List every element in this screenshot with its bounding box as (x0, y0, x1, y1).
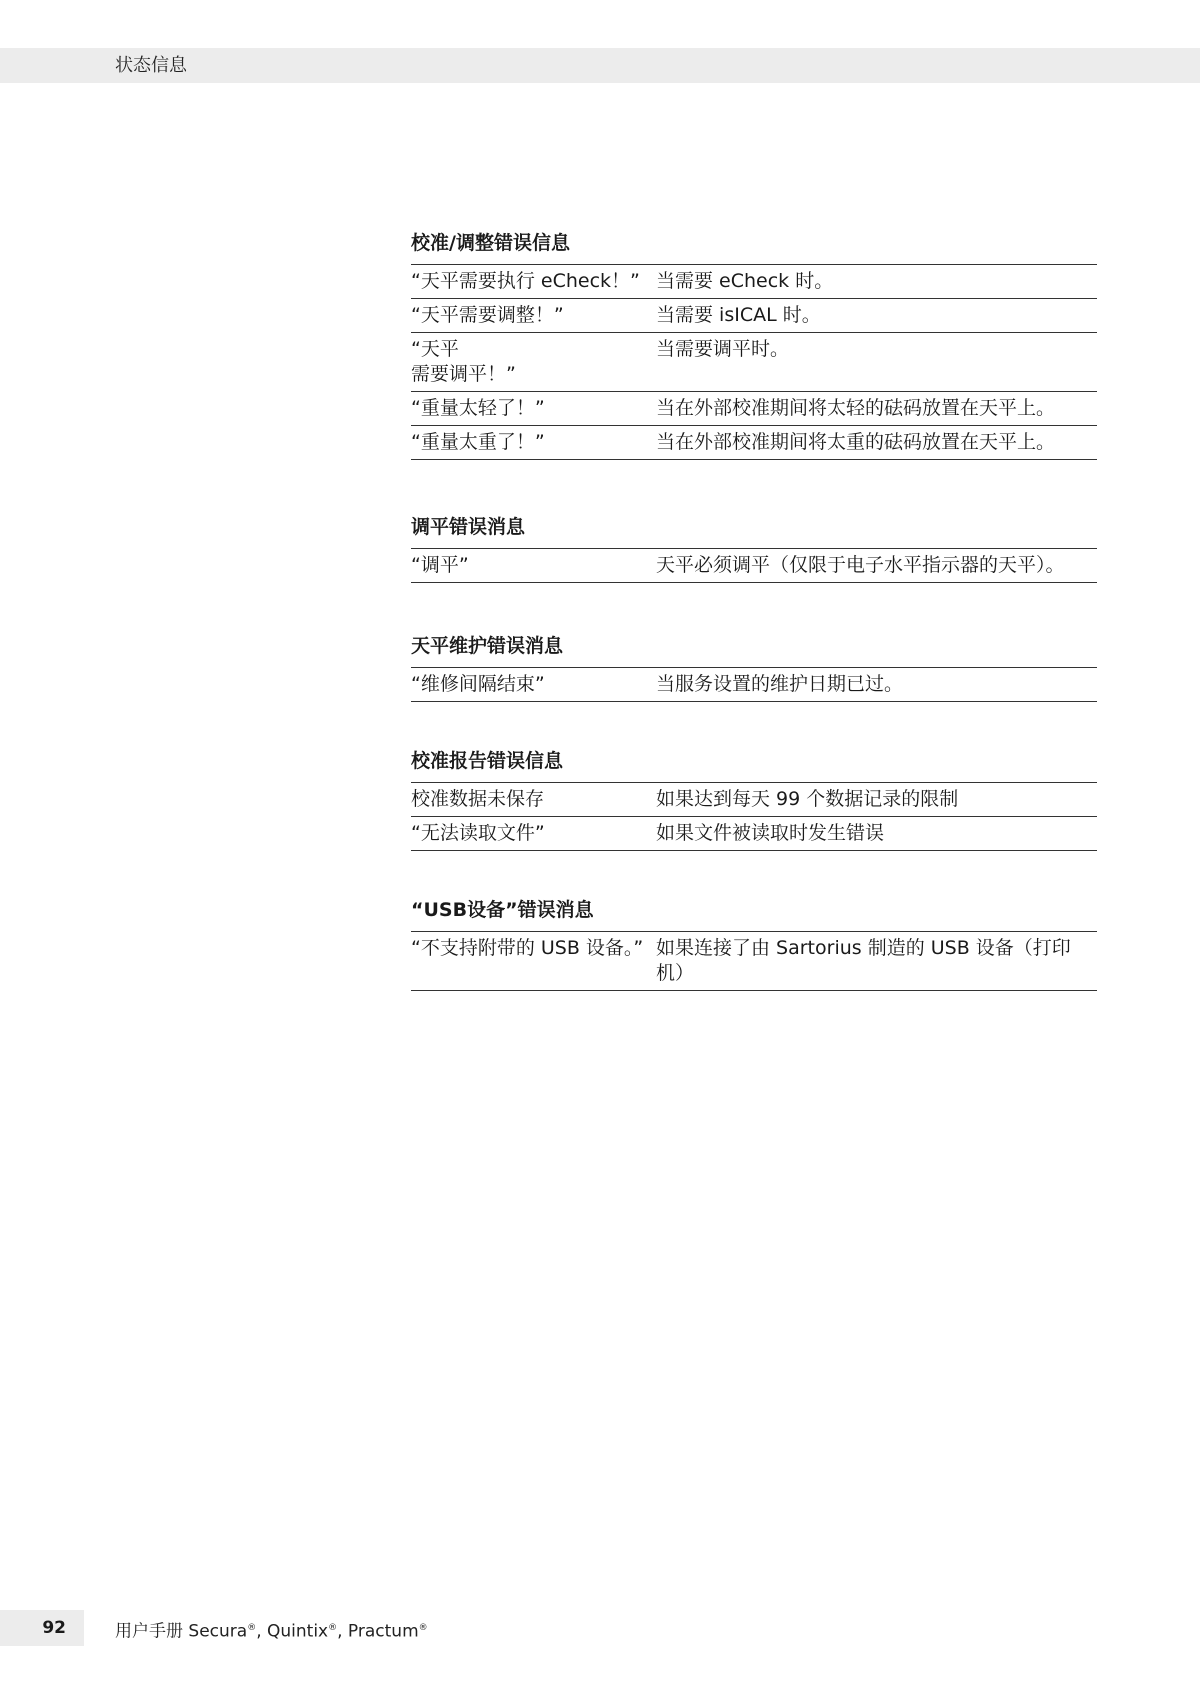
message-table (411, 667, 1097, 702)
message-cell: “无法读取文件” (411, 817, 656, 851)
description-cell: 如果达到每天 99 个数据记录的限制 (656, 783, 1097, 817)
manual-label: 用户手册 (115, 1621, 183, 1642)
message-cell: “天平需要执行 eCheck！” (411, 265, 656, 299)
registered-mark: ® (247, 1623, 257, 1633)
table-row (411, 783, 1097, 817)
section-leveling-errors (411, 510, 1097, 583)
description-cell: 当在外部校准期间将太轻的砝码放置在天平上。 (656, 392, 1097, 426)
separator: , (337, 1621, 348, 1642)
product-name: Quintix (267, 1621, 329, 1642)
message-cell: “不支持附带的 USB 设备。” (411, 932, 656, 991)
message-cell: “天平需要调整！” (411, 299, 656, 333)
section-usb-errors (411, 893, 1097, 991)
registered-mark: ® (418, 1623, 428, 1633)
table-row (411, 265, 1097, 299)
table-row (411, 549, 1097, 583)
section-title: “USB设备”错误消息 (411, 899, 594, 921)
message-table (411, 548, 1097, 583)
table-row (411, 333, 1097, 392)
table-row (411, 817, 1097, 851)
description-cell: 如果文件被读取时发生错误 (656, 817, 1097, 851)
document-body (411, 226, 1097, 991)
page-header (0, 48, 1200, 83)
description-cell: 当需要调平时。 (656, 333, 1097, 392)
registered-mark: ® (328, 1623, 338, 1633)
description-cell: 当在外部校准期间将太重的砝码放置在天平上。 (656, 426, 1097, 460)
section-title: 调平错误消息 (411, 516, 526, 538)
message-cell: “重量太轻了！” (411, 392, 656, 426)
footer-manual-title (115, 1610, 428, 1650)
message-cell: “重量太重了！” (411, 426, 656, 460)
section-report-errors (411, 744, 1097, 851)
description-cell: 当需要 eCheck 时。 (656, 265, 1097, 299)
description-cell: 当服务设置的维护日期已过。 (656, 668, 1097, 702)
section-title: 校准报告错误信息 (411, 750, 564, 772)
message-table (411, 782, 1097, 851)
table-row (411, 932, 1097, 991)
description-cell: 如果连接了由 Sartorius 制造的 USB 设备（打印机） (656, 932, 1097, 991)
message-cell: “调平” (411, 549, 656, 583)
header-title: 状态信息 (115, 55, 187, 76)
section-title: 天平维护错误消息 (411, 635, 564, 657)
message-cell: 校准数据未保存 (411, 783, 656, 817)
message-table (411, 931, 1097, 991)
page-number-box (0, 1610, 84, 1646)
table-row (411, 668, 1097, 702)
message-table (411, 264, 1097, 460)
page-number: 92 (42, 1618, 66, 1638)
separator: , (256, 1621, 267, 1642)
table-row (411, 426, 1097, 460)
product-name: Secura (188, 1621, 248, 1642)
table-row (411, 299, 1097, 333)
description-cell: 当需要 isICAL 时。 (656, 299, 1097, 333)
table-row (411, 392, 1097, 426)
section-calibration-errors (411, 226, 1097, 460)
section-maintenance-errors (411, 629, 1097, 702)
message-cell: “维修间隔结束” (411, 668, 656, 702)
product-name: Practum (347, 1621, 419, 1642)
message-cell: “天平 需要调平！” (411, 333, 656, 392)
description-cell: 天平必须调平（仅限于电子水平指示器的天平）。 (656, 549, 1097, 583)
section-title: 校准/调整错误信息 (411, 232, 570, 254)
